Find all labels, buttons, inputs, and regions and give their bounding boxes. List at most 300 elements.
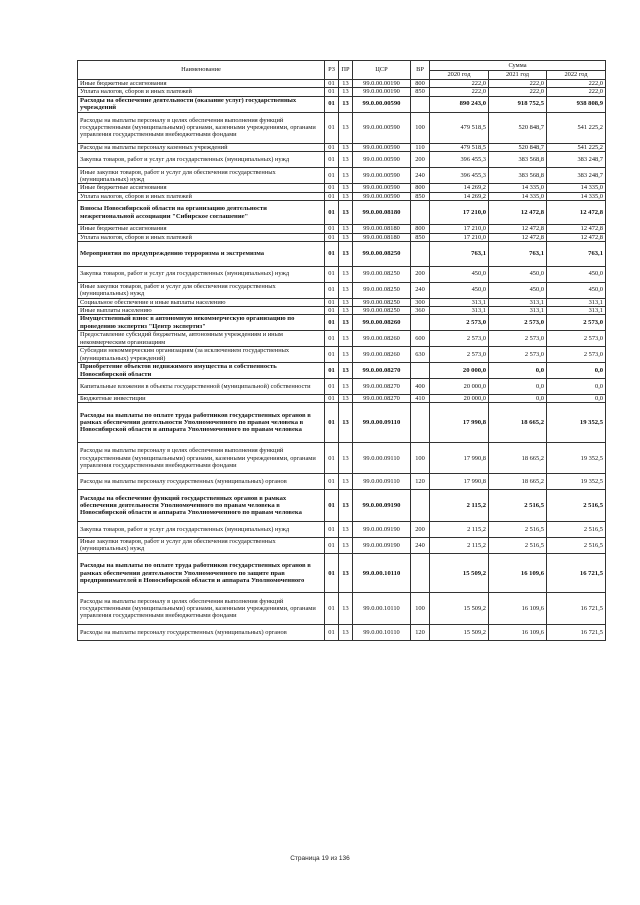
row-sum-2021: 222,0 — [489, 88, 547, 96]
row-vr: 200 — [411, 521, 430, 537]
row-pr: 13 — [339, 403, 353, 443]
row-vr: 200 — [411, 266, 430, 282]
row-name: Закупка товаров, работ и услуг для государственных (муниципальных) нужд — [78, 266, 325, 282]
table-row — [78, 474, 606, 490]
row-csr: 99.0.00.00590 — [353, 192, 411, 200]
table-row — [78, 306, 606, 314]
row-csr: 99.0.00.08270 — [353, 379, 411, 395]
row-csr: 99.0.00.08270 — [353, 395, 411, 403]
row-vr — [411, 96, 430, 112]
row-rz: 01 — [325, 282, 339, 298]
table-row — [78, 225, 606, 233]
row-rz: 01 — [325, 379, 339, 395]
row-sum-2020: 2 573,0 — [430, 315, 489, 331]
row-vr: 100 — [411, 442, 430, 474]
header-name: Наименование — [78, 61, 325, 80]
table-row — [78, 553, 606, 593]
row-name: Расходы на выплаты персоналу государственных (муниципальных) органов — [78, 624, 325, 640]
row-rz: 01 — [325, 331, 339, 347]
row-name: Расходы на обеспечение деятельности (оказание услуг) государственных учреждений — [78, 96, 325, 112]
row-sum-2021: 12 472,8 — [489, 225, 547, 233]
row-sum-2022: 14 335,0 — [547, 184, 606, 192]
row-name: Мероприятия по предупреждению терроризма и экстремизма — [78, 242, 325, 267]
row-sum-2022: 19 352,5 — [547, 403, 606, 443]
row-sum-2022: 2 516,5 — [547, 521, 606, 537]
table-row — [78, 266, 606, 282]
row-sum-2022: 2 573,0 — [547, 331, 606, 347]
table-row — [78, 363, 606, 379]
row-rz: 01 — [325, 521, 339, 537]
row-sum-2022: 19 352,5 — [547, 474, 606, 490]
row-vr: 360 — [411, 306, 430, 314]
row-csr: 99.0.00.08180 — [353, 233, 411, 241]
row-name: Расходы на выплаты персоналу государственных (муниципальных) органов — [78, 474, 325, 490]
row-vr — [411, 490, 430, 522]
table-row — [78, 192, 606, 200]
row-pr: 13 — [339, 168, 353, 184]
row-sum-2021: 450,0 — [489, 266, 547, 282]
row-sum-2020: 15 509,2 — [430, 624, 489, 640]
row-sum-2020: 20 000,0 — [430, 395, 489, 403]
row-pr: 13 — [339, 521, 353, 537]
budget-table — [77, 60, 606, 641]
row-rz: 01 — [325, 266, 339, 282]
row-sum-2021: 450,0 — [489, 282, 547, 298]
table-row — [78, 331, 606, 347]
row-csr: 99.0.00.00590 — [353, 152, 411, 168]
row-sum-2021: 763,1 — [489, 242, 547, 267]
page-number: Страница 19 из 136 — [290, 855, 350, 862]
row-csr: 99.0.00.00190 — [353, 80, 411, 88]
row-sum-2022: 450,0 — [547, 282, 606, 298]
row-sum-2020: 17 990,8 — [430, 403, 489, 443]
row-csr: 99.0.00.10110 — [353, 624, 411, 640]
table-row — [78, 152, 606, 168]
row-sum-2020: 14 269,2 — [430, 192, 489, 200]
row-pr: 13 — [339, 225, 353, 233]
row-name: Иные бюджетные ассигнования — [78, 80, 325, 88]
row-rz: 01 — [325, 363, 339, 379]
row-rz: 01 — [325, 395, 339, 403]
row-vr: 120 — [411, 474, 430, 490]
table-row — [78, 315, 606, 331]
row-vr — [411, 315, 430, 331]
row-rz: 01 — [325, 225, 339, 233]
table-row — [78, 379, 606, 395]
row-vr — [411, 242, 430, 267]
row-sum-2022: 222,0 — [547, 88, 606, 96]
row-pr: 13 — [339, 233, 353, 241]
row-vr: 850 — [411, 233, 430, 241]
row-sum-2020: 479 518,5 — [430, 112, 489, 144]
row-rz: 01 — [325, 624, 339, 640]
row-pr: 13 — [339, 363, 353, 379]
row-vr: 410 — [411, 395, 430, 403]
row-vr — [411, 403, 430, 443]
row-csr: 99.0.00.08260 — [353, 331, 411, 347]
row-vr: 100 — [411, 593, 430, 625]
row-name: Уплата налогов, сборов и иных платежей — [78, 88, 325, 96]
row-pr: 13 — [339, 80, 353, 88]
row-sum-2020: 222,0 — [430, 80, 489, 88]
row-name: Иные бюджетные ассигнования — [78, 184, 325, 192]
table-row — [78, 242, 606, 267]
table-row — [78, 395, 606, 403]
table-row — [78, 233, 606, 241]
row-pr: 13 — [339, 152, 353, 168]
row-pr: 13 — [339, 315, 353, 331]
row-name: Расходы на выплаты персоналу в целях обеспечения выполнения функций государственными (муниципальными) органами, казенными учреждениями, органами управления государственными внебюджетными фондами — [78, 112, 325, 144]
row-rz: 01 — [325, 347, 339, 363]
row-rz: 01 — [325, 96, 339, 112]
row-sum-2020: 450,0 — [430, 282, 489, 298]
row-pr: 13 — [339, 112, 353, 144]
row-sum-2021: 2 516,5 — [489, 521, 547, 537]
row-csr: 99.0.00.00190 — [353, 88, 411, 96]
row-sum-2021: 16 109,6 — [489, 593, 547, 625]
row-sum-2021: 2 573,0 — [489, 315, 547, 331]
row-sum-2021: 18 665,2 — [489, 474, 547, 490]
row-sum-2022: 14 335,0 — [547, 192, 606, 200]
row-sum-2020: 17 990,8 — [430, 442, 489, 474]
header-rz: РЗ — [325, 61, 339, 80]
row-pr: 13 — [339, 347, 353, 363]
row-pr: 13 — [339, 395, 353, 403]
row-sum-2022: 16 721,5 — [547, 593, 606, 625]
row-sum-2021: 520 848,7 — [489, 144, 547, 152]
row-name: Иные выплаты населению — [78, 306, 325, 314]
row-sum-2022: 19 352,5 — [547, 442, 606, 474]
table-row — [78, 80, 606, 88]
row-rz: 01 — [325, 593, 339, 625]
row-name: Расходы на выплаты персоналу казенных учреждений — [78, 144, 325, 152]
row-csr: 99.0.00.09190 — [353, 490, 411, 522]
row-sum-2021: 383 568,8 — [489, 152, 547, 168]
row-sum-2021: 0,0 — [489, 363, 547, 379]
row-sum-2020: 20 000,0 — [430, 379, 489, 395]
row-sum-2022: 450,0 — [547, 266, 606, 282]
row-name: Закупка товаров, работ и услуг для государственных (муниципальных) нужд — [78, 152, 325, 168]
row-sum-2020: 17 210,0 — [430, 200, 489, 225]
row-vr: 300 — [411, 298, 430, 306]
row-rz: 01 — [325, 200, 339, 225]
row-sum-2021: 383 568,8 — [489, 168, 547, 184]
row-name: Капитальные вложения в объекты государственной (муниципальной) собственности — [78, 379, 325, 395]
row-sum-2022: 0,0 — [547, 363, 606, 379]
row-sum-2022: 0,0 — [547, 395, 606, 403]
table-body — [78, 80, 606, 641]
row-sum-2022: 313,1 — [547, 306, 606, 314]
row-name: Уплата налогов, сборов и иных платежей — [78, 192, 325, 200]
row-name: Социальное обеспечение и иные выплаты населению — [78, 298, 325, 306]
row-vr — [411, 200, 430, 225]
row-pr: 13 — [339, 282, 353, 298]
row-pr: 13 — [339, 88, 353, 96]
header-pr: ПР — [339, 61, 353, 80]
row-vr: 200 — [411, 152, 430, 168]
row-csr: 99.0.00.08180 — [353, 200, 411, 225]
row-rz: 01 — [325, 88, 339, 96]
row-sum-2020: 763,1 — [430, 242, 489, 267]
row-vr: 850 — [411, 88, 430, 96]
row-sum-2021: 16 109,6 — [489, 553, 547, 593]
row-pr: 13 — [339, 553, 353, 593]
row-pr: 13 — [339, 306, 353, 314]
row-csr: 99.0.00.09190 — [353, 537, 411, 553]
row-name: Приобретение объектов недвижимого имущества в собственность Новосибирской области — [78, 363, 325, 379]
row-csr: 99.0.00.00590 — [353, 168, 411, 184]
header-csr: ЦСР — [353, 61, 411, 80]
row-csr: 99.0.00.09110 — [353, 474, 411, 490]
table-row — [78, 282, 606, 298]
row-sum-2020: 222,0 — [430, 88, 489, 96]
row-sum-2022: 313,1 — [547, 298, 606, 306]
row-name: Уплата налогов, сборов и иных платежей — [78, 233, 325, 241]
row-name: Предоставление субсидий бюджетным, автономным учреждениям и иным некоммерческим организациям — [78, 331, 325, 347]
row-sum-2022: 2 516,5 — [547, 490, 606, 522]
row-sum-2020: 17 990,8 — [430, 474, 489, 490]
row-csr: 99.0.00.08250 — [353, 266, 411, 282]
row-sum-2021: 2 516,5 — [489, 537, 547, 553]
table-row — [78, 200, 606, 225]
row-name: Закупка товаров, работ и услуг для государственных (муниципальных) нужд — [78, 521, 325, 537]
row-sum-2021: 2 516,5 — [489, 490, 547, 522]
row-rz: 01 — [325, 537, 339, 553]
row-sum-2020: 2 115,2 — [430, 537, 489, 553]
row-sum-2022: 0,0 — [547, 379, 606, 395]
row-pr: 13 — [339, 624, 353, 640]
row-sum-2021: 918 752,5 — [489, 96, 547, 112]
header-year-2020: 2020 год — [430, 71, 489, 80]
row-sum-2022: 12 472,8 — [547, 225, 606, 233]
row-sum-2022: 2 573,0 — [547, 347, 606, 363]
row-csr: 99.0.00.09190 — [353, 521, 411, 537]
row-sum-2022: 16 721,5 — [547, 624, 606, 640]
row-sum-2020: 14 269,2 — [430, 184, 489, 192]
row-sum-2020: 15 509,2 — [430, 553, 489, 593]
table-row — [78, 298, 606, 306]
row-vr: 240 — [411, 537, 430, 553]
table-row — [78, 490, 606, 522]
row-rz: 01 — [325, 242, 339, 267]
header-sum: Сумма — [430, 61, 606, 71]
row-csr: 99.0.00.08260 — [353, 347, 411, 363]
row-name: Расходы на выплаты персоналу в целях обеспечения выполнения функций государственными (муниципальными) органами, казенными учреждениями, органами управления государственными внебюджетными фондами — [78, 442, 325, 474]
table-row — [78, 442, 606, 474]
row-vr: 800 — [411, 184, 430, 192]
row-vr: 800 — [411, 80, 430, 88]
row-sum-2021: 313,1 — [489, 306, 547, 314]
row-sum-2022: 16 721,5 — [547, 553, 606, 593]
row-sum-2022: 541 225,2 — [547, 112, 606, 144]
row-sum-2022: 12 472,8 — [547, 233, 606, 241]
row-vr — [411, 553, 430, 593]
table-row — [78, 521, 606, 537]
table-row — [78, 168, 606, 184]
row-sum-2020: 2 573,0 — [430, 347, 489, 363]
row-csr: 99.0.00.00590 — [353, 184, 411, 192]
row-pr: 13 — [339, 537, 353, 553]
row-sum-2020: 2 115,2 — [430, 490, 489, 522]
row-sum-2022: 541 225,2 — [547, 144, 606, 152]
row-vr: 850 — [411, 192, 430, 200]
row-vr: 800 — [411, 225, 430, 233]
row-sum-2022: 763,1 — [547, 242, 606, 267]
table-row — [78, 347, 606, 363]
row-sum-2020: 396 455,3 — [430, 152, 489, 168]
row-rz: 01 — [325, 403, 339, 443]
row-sum-2020: 2 573,0 — [430, 331, 489, 347]
row-sum-2021: 12 472,8 — [489, 233, 547, 241]
row-sum-2022: 938 808,9 — [547, 96, 606, 112]
row-pr: 13 — [339, 442, 353, 474]
table-row — [78, 112, 606, 144]
row-rz: 01 — [325, 474, 339, 490]
row-sum-2020: 15 509,2 — [430, 593, 489, 625]
row-csr: 99.0.00.08250 — [353, 298, 411, 306]
row-rz: 01 — [325, 112, 339, 144]
row-vr: 120 — [411, 624, 430, 640]
row-pr: 13 — [339, 144, 353, 152]
row-sum-2022: 222,0 — [547, 80, 606, 88]
row-vr: 110 — [411, 144, 430, 152]
row-vr — [411, 363, 430, 379]
row-vr: 630 — [411, 347, 430, 363]
table-row — [78, 403, 606, 443]
row-pr: 13 — [339, 184, 353, 192]
row-sum-2021: 18 665,2 — [489, 442, 547, 474]
row-pr: 13 — [339, 96, 353, 112]
row-sum-2020: 450,0 — [430, 266, 489, 282]
row-name: Взносы Новосибирской области на организацию деятельности межрегиональной ассоциации "Сибирское соглашение" — [78, 200, 325, 225]
row-csr: 99.0.00.00590 — [353, 144, 411, 152]
row-vr: 400 — [411, 379, 430, 395]
row-rz: 01 — [325, 298, 339, 306]
row-rz: 01 — [325, 168, 339, 184]
row-sum-2020: 17 210,0 — [430, 225, 489, 233]
table-row — [78, 88, 606, 96]
header-year-2021: 2021 год — [489, 71, 547, 80]
row-pr: 13 — [339, 242, 353, 267]
row-sum-2021: 222,0 — [489, 80, 547, 88]
row-vr: 600 — [411, 331, 430, 347]
row-sum-2020: 479 518,5 — [430, 144, 489, 152]
table-row — [78, 593, 606, 625]
table-row — [78, 537, 606, 553]
row-sum-2021: 12 472,8 — [489, 200, 547, 225]
row-csr: 99.0.00.10110 — [353, 553, 411, 593]
row-rz: 01 — [325, 233, 339, 241]
header-year-2022: 2022 год — [547, 71, 606, 80]
row-sum-2021: 16 109,6 — [489, 624, 547, 640]
row-pr: 13 — [339, 298, 353, 306]
row-vr: 100 — [411, 112, 430, 144]
row-sum-2020: 313,1 — [430, 298, 489, 306]
row-sum-2021: 18 665,2 — [489, 403, 547, 443]
row-csr: 99.0.00.08250 — [353, 306, 411, 314]
row-csr: 99.0.00.08180 — [353, 225, 411, 233]
row-sum-2020: 2 115,2 — [430, 521, 489, 537]
row-sum-2022: 383 248,7 — [547, 152, 606, 168]
row-rz: 01 — [325, 490, 339, 522]
row-pr: 13 — [339, 192, 353, 200]
row-name: Бюджетные инвестиции — [78, 395, 325, 403]
row-csr: 99.0.00.08250 — [353, 242, 411, 267]
row-sum-2021: 2 573,0 — [489, 331, 547, 347]
row-rz: 01 — [325, 442, 339, 474]
row-name: Расходы на выплаты по оплате труда работников государственных органов в рамках обеспечения деятельности Уполномоченного по защите прав предпринимателей в Новосибирской области и аппарата Уполномоченного — [78, 553, 325, 593]
row-name: Иные бюджетные ассигнования — [78, 225, 325, 233]
row-name: Имущественный взнос в автономную некоммерческую организацию по проведению экспертиз "Центр экспертиз" — [78, 315, 325, 331]
table-row — [78, 144, 606, 152]
row-pr: 13 — [339, 266, 353, 282]
row-name: Расходы на обеспечение функций государственных органов в рамках обеспечения деятельности Уполномоченного по правам человека в Новосибирской области и аппарата Уполномоченного по правам человека — [78, 490, 325, 522]
row-pr: 13 — [339, 593, 353, 625]
table-row — [78, 624, 606, 640]
row-sum-2020: 17 210,0 — [430, 233, 489, 241]
row-sum-2021: 14 335,0 — [489, 192, 547, 200]
row-sum-2021: 0,0 — [489, 395, 547, 403]
row-name: Иные закупки товаров, работ и услуг для обеспечения государственных (муниципальных) нужд — [78, 282, 325, 298]
row-rz: 01 — [325, 315, 339, 331]
row-sum-2020: 313,1 — [430, 306, 489, 314]
row-csr: 99.0.00.09110 — [353, 442, 411, 474]
row-sum-2020: 890 243,0 — [430, 96, 489, 112]
row-sum-2022: 2 573,0 — [547, 315, 606, 331]
row-csr: 99.0.00.10110 — [353, 593, 411, 625]
row-pr: 13 — [339, 379, 353, 395]
row-name: Иные закупки товаров, работ и услуг для обеспечения государственных (муниципальных) нужд — [78, 168, 325, 184]
row-sum-2020: 20 000,0 — [430, 363, 489, 379]
row-rz: 01 — [325, 152, 339, 168]
row-sum-2021: 520 848,7 — [489, 112, 547, 144]
row-name: Иные закупки товаров, работ и услуг для обеспечения государственных (муниципальных) нужд — [78, 537, 325, 553]
row-pr: 13 — [339, 490, 353, 522]
row-sum-2020: 396 455,3 — [430, 168, 489, 184]
table-row — [78, 96, 606, 112]
row-sum-2021: 14 335,0 — [489, 184, 547, 192]
row-rz: 01 — [325, 184, 339, 192]
table-row — [78, 184, 606, 192]
row-name: Расходы на выплаты персоналу в целях обеспечения выполнения функций государственными (муниципальными) органами, казенными учреждениями, органами управления государственными внебюджетными фондами — [78, 593, 325, 625]
row-csr: 99.0.00.00590 — [353, 112, 411, 144]
row-sum-2021: 0,0 — [489, 379, 547, 395]
row-sum-2022: 2 516,5 — [547, 537, 606, 553]
budget-table-page — [77, 60, 605, 641]
row-rz: 01 — [325, 553, 339, 593]
row-rz: 01 — [325, 80, 339, 88]
row-csr: 99.0.00.08270 — [353, 363, 411, 379]
row-csr: 99.0.00.00590 — [353, 96, 411, 112]
row-sum-2021: 2 573,0 — [489, 347, 547, 363]
header-vr: ВР — [411, 61, 430, 80]
row-rz: 01 — [325, 192, 339, 200]
row-vr: 240 — [411, 168, 430, 184]
row-rz: 01 — [325, 144, 339, 152]
row-sum-2022: 383 248,7 — [547, 168, 606, 184]
row-csr: 99.0.00.08250 — [353, 282, 411, 298]
row-csr: 99.0.00.08260 — [353, 315, 411, 331]
table-header — [78, 61, 606, 80]
row-name: Субсидии некоммерческим организациям (за исключением государственных (муниципальных) учреждений) — [78, 347, 325, 363]
row-rz: 01 — [325, 306, 339, 314]
row-pr: 13 — [339, 200, 353, 225]
row-pr: 13 — [339, 331, 353, 347]
row-vr: 240 — [411, 282, 430, 298]
row-name: Расходы на выплаты по оплате труда работников государственных органов в рамках обеспечения деятельности Уполномоченного по правам человека в Новосибирской области и аппарата Уполномоченного по правам человека — [78, 403, 325, 443]
row-csr: 99.0.00.09110 — [353, 403, 411, 443]
row-sum-2022: 12 472,8 — [547, 200, 606, 225]
